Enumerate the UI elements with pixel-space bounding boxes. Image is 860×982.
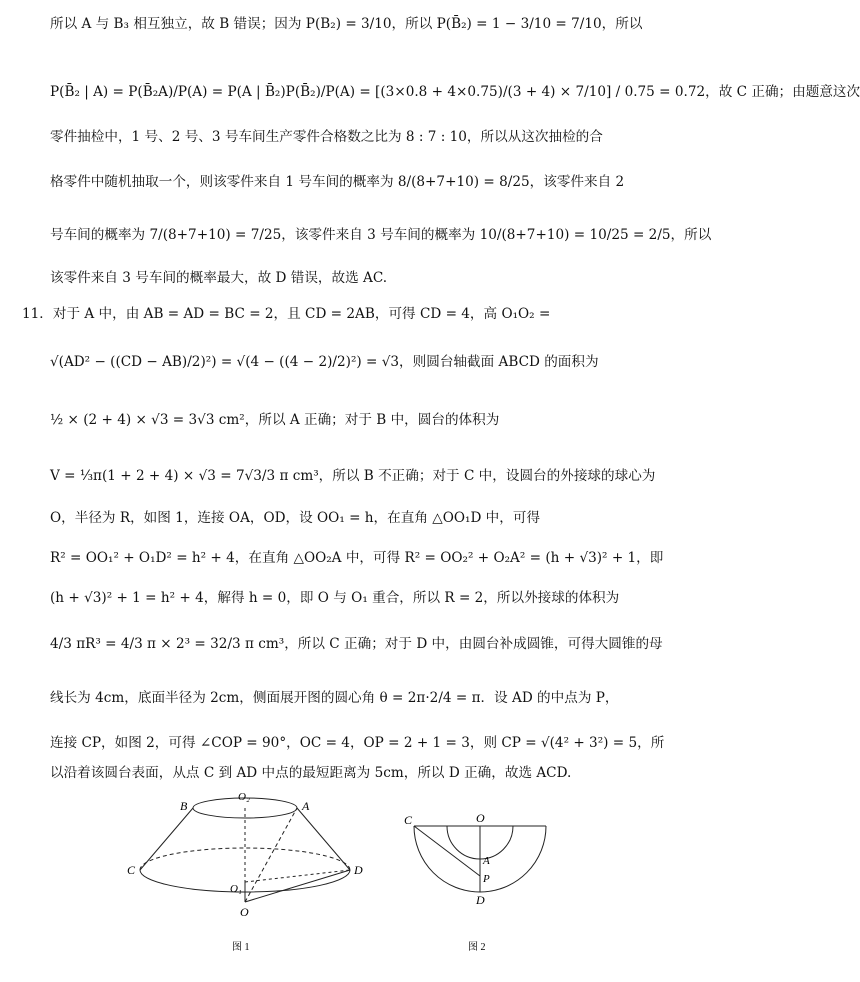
label-a: A	[302, 799, 310, 813]
label-c: C	[127, 863, 136, 877]
figure-1-caption: 图 1	[232, 942, 250, 953]
text-line-16: 连接 CP，如图 2，可得 ∠COP = 90°，OC = 4，OP = 2 + 1 = 3，则 CP = √(4² + 3²) = 5，所	[50, 735, 665, 751]
label-o: O	[240, 905, 249, 919]
figure-2	[400, 812, 560, 962]
figure-1	[120, 790, 380, 965]
label-d: D	[354, 863, 363, 877]
text-line-1: 所以 A 与 B₃ 相互独立，故 B 错误；因为 P(B₂) = 3/10，所以 P(B̄₂) = 1 − 3/10 = 7/10，所以	[50, 16, 643, 32]
segment-cp	[414, 826, 480, 876]
label-o1: O₁	[230, 883, 242, 895]
text-line-14: 4/3 πR³ = 4/3 π × 2³ = 32/3 π cm³，所以 C 正确；对于 D 中，由圆台补成圆锥，可得大圆锥的母	[50, 636, 663, 652]
text-line-13: (h + √3)² + 1 = h² + 4，解得 h = 0，即 O 与 O₁ 重合，所以 R = 2，所以外接球的体积为	[50, 590, 620, 606]
label-o2: O₂	[238, 791, 250, 803]
figure-2-caption: 图 2	[468, 942, 486, 953]
segment-od	[245, 870, 350, 902]
text-line-2: P(B̄₂ | A) = P(B̄₂A)/P(A) = P(A | B̄₂)P(B̄₂)/P(A) = [(3×0.8 + 4×0.75)/(3 + 4) × 7/10] / 0.75 = 0.72，故 C 正确；由题意这次	[50, 84, 860, 100]
text-line-15: 线长为 4cm，底面半径为 2cm，侧面展开图的圆心角 θ = 2π·2/4 = π．设 AD 的中点为 P，	[50, 690, 619, 706]
segment-o1d	[245, 870, 350, 882]
text-line-11: O，半径为 R，如图 1，连接 OA，OD，设 OO₁ = h，在直角 △OO₁D 中，可得	[50, 510, 541, 526]
label-d: D	[476, 893, 485, 907]
label-b: B	[180, 799, 188, 813]
frustum-right-side	[297, 808, 350, 870]
text-line-4: 格零件中随机抽取一个，则该零件来自 1 号车间的概率为 8/(8+7+10) = 8/25，该零件来自 2	[50, 174, 625, 190]
label-p: P	[483, 873, 490, 885]
label-o: O	[476, 811, 485, 825]
label-c: C	[404, 813, 413, 827]
text-line-5: 号车间的概率为 7/(8+7+10) = 7/25，该零件来自 3 号车间的概率为 10/(8+7+10) = 10/25 = 2/5，所以	[50, 227, 712, 243]
text-line-10: V = ⅓π(1 + 2 + 4) × √3 = 7√3/3 π cm³，所以 B 不正确；对于 C 中，设圆台的外接球的球心为	[50, 468, 656, 484]
frustum-left-side	[140, 808, 193, 870]
text-line-3: 零件抽检中，1 号、2 号、3 号车间生产零件合格数之比为 8 : 7 : 10，所以从这次抽检的合	[50, 129, 603, 145]
segment-oa	[245, 808, 297, 902]
label-a: A	[483, 855, 490, 867]
text-line-7: 11．对于 A 中，由 AB = AD = BC = 2，且 CD = 2AB，可得 CD = 4，高 O₁O₂ =	[22, 306, 551, 322]
text-line-8: √(AD² − ((CD − AB)/2)²) = √(4 − ((4 − 2)/2)²) = √3，则圆台轴截面 ABCD 的面积为	[50, 354, 599, 370]
text-line-6: 该零件来自 3 号车间的概率最大，故 D 错误，故选 AC.	[50, 270, 388, 286]
text-line-17: 以沿着该圆台表面，从点 C 到 AD 中点的最短距离为 5cm，所以 D 正确，故选 ACD.	[50, 765, 572, 781]
text-line-12: R² = OO₁² + O₁D² = h² + 4，在直角 △OO₂A 中，可得 R² = OO₂² + O₂A² = (h + √3)² + 1，即	[50, 550, 664, 566]
text-line-9: ½ × (2 + 4) × √3 = 3√3 cm²，所以 A 正确；对于 B 中，圆台的体积为	[50, 412, 500, 428]
